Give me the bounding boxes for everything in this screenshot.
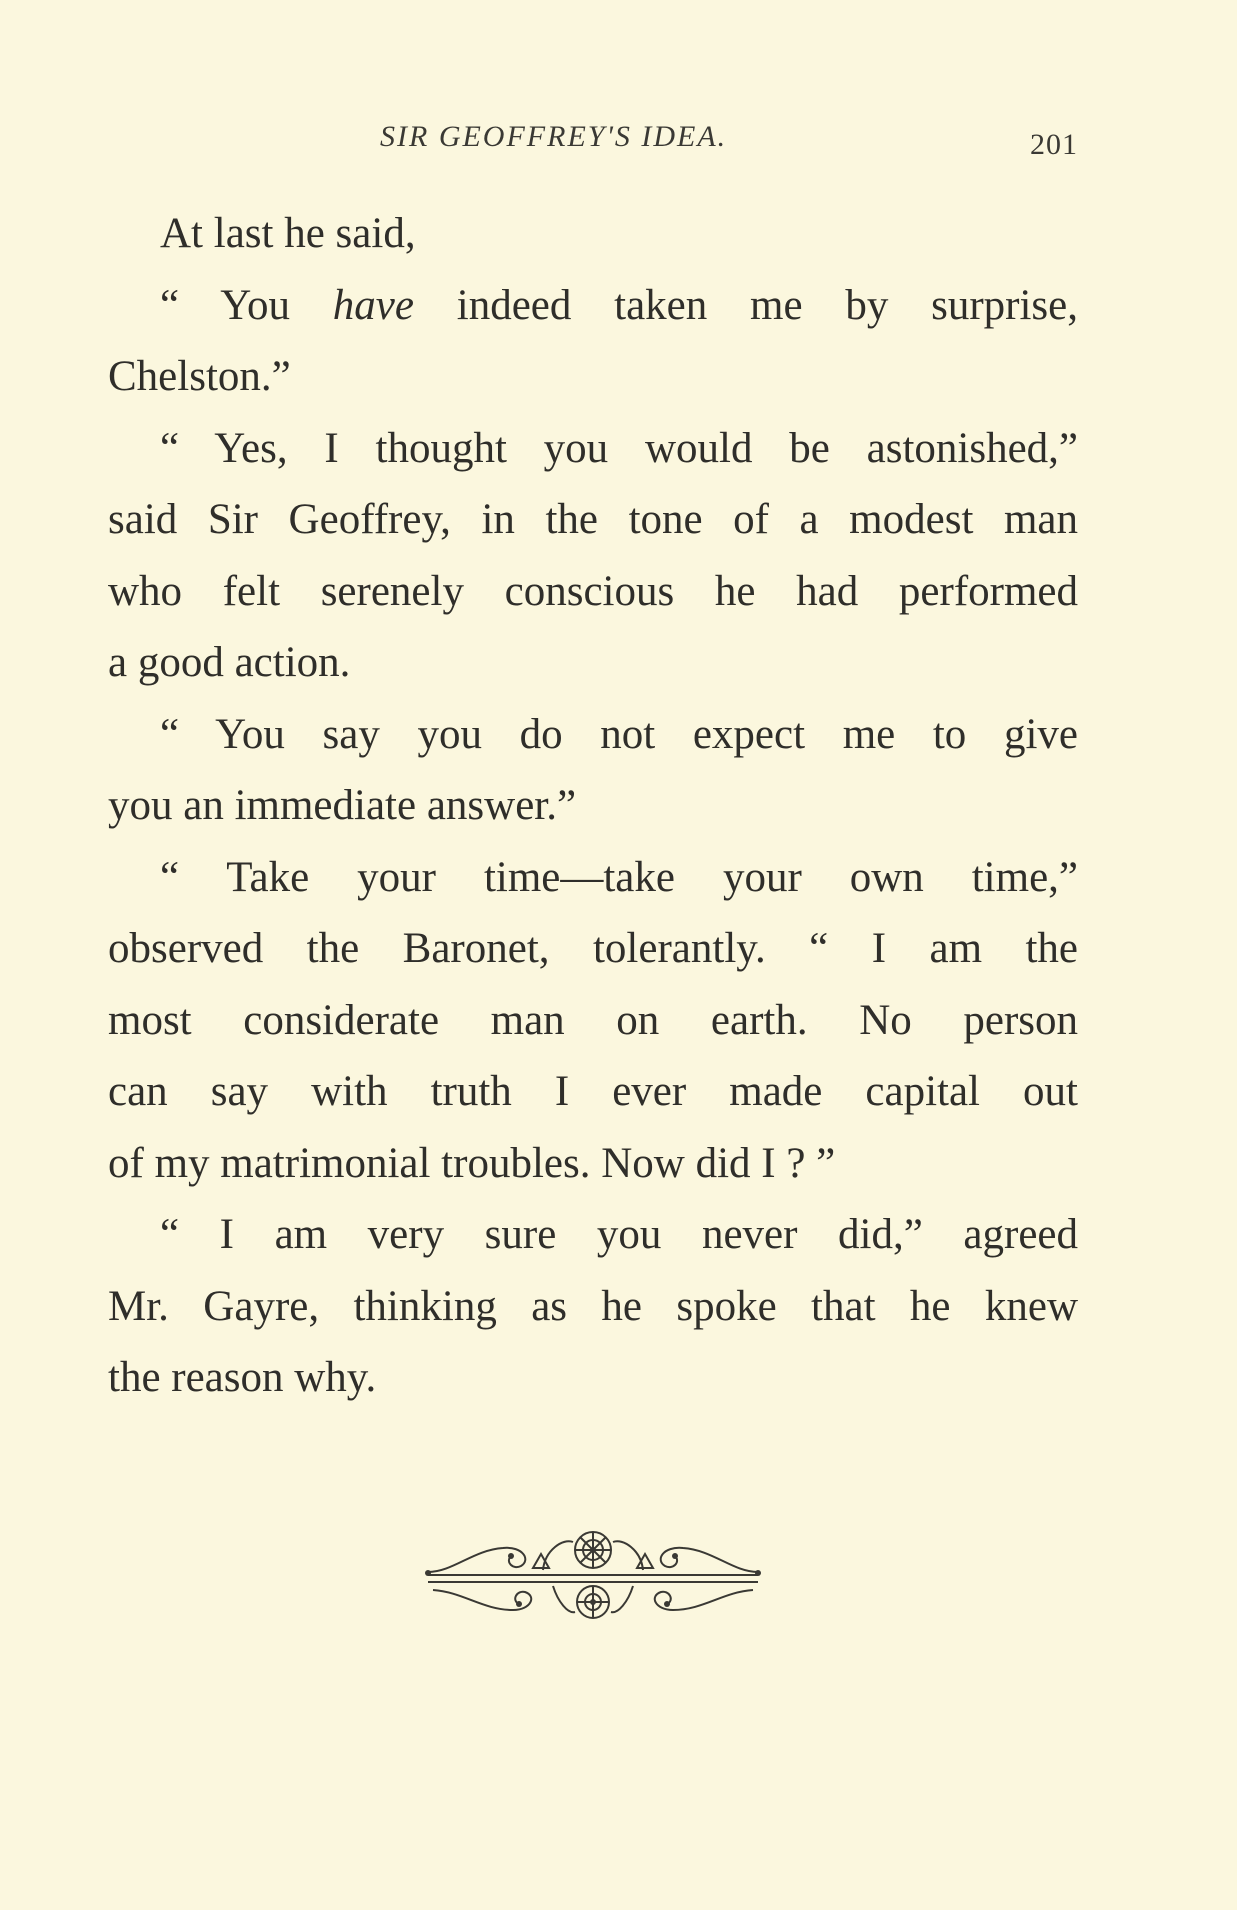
text-line: “ You have indeed taken me by surprise, (160, 281, 1078, 329)
text-line: Mr. Gayre, thinking as he spoke that he knew (108, 1282, 1078, 1330)
text-line: Chelston.” (108, 353, 291, 400)
text-line: “ I am very sure you never did,” agreed (160, 1211, 1078, 1258)
text-line: At last he said, (160, 210, 416, 257)
running-head-title: SIR GEOFFREY'S IDEA. (380, 120, 728, 153)
text-line: who felt serenely conscious he had performed (108, 567, 1078, 615)
text-line: of my matrimonial troubles. Now did I ? ” (108, 1139, 836, 1187)
text-line: can say with truth I ever made capital out (108, 1068, 1078, 1115)
emphasis-word: have (332, 281, 414, 329)
text-line: “ You say you do not expect me to give (160, 710, 1078, 758)
text-line: observed the Baronet, tolerantly. “ I am the (108, 925, 1078, 972)
text-line: most considerate man on earth. No person (108, 996, 1078, 1044)
body-text (108, 198, 1078, 1414)
text-line: the reason why. (108, 1354, 377, 1401)
text-line: said Sir Geoffrey, in the tone of a modest man (108, 496, 1078, 543)
text-line: “ Take your time—take your own time,” (160, 853, 1078, 901)
tailpiece-ornament-icon (413, 1520, 773, 1630)
page-number: 201 (1030, 128, 1078, 161)
text-line: “ Yes, I thought you would be astonished,” (160, 424, 1078, 472)
text-line: a good action. (108, 639, 351, 686)
text-line: you an immediate answer.” (108, 782, 577, 829)
